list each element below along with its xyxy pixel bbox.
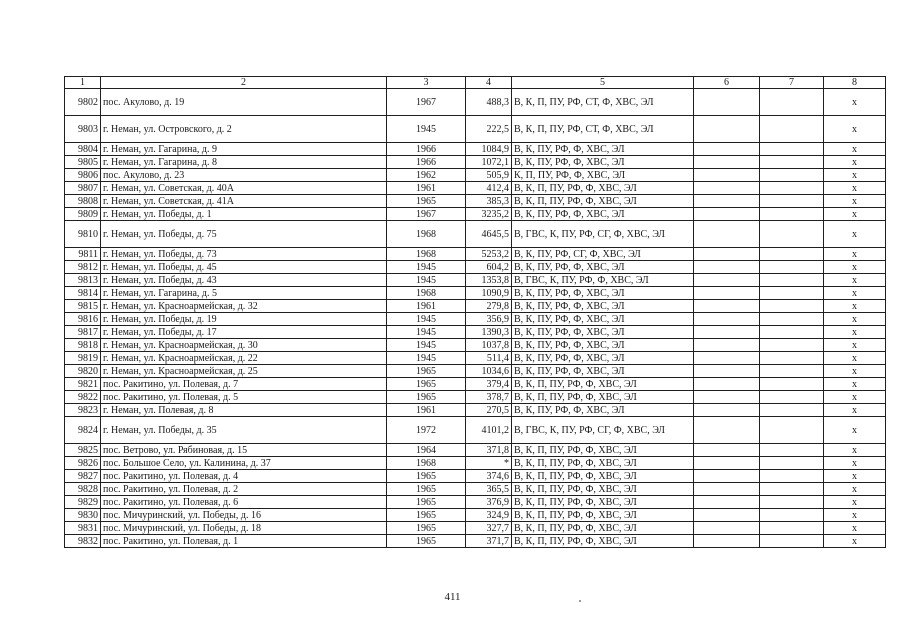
area-cell: 488,3 [466,89,512,116]
row-number: 9823 [65,404,101,417]
utilities-cell: В, К, П, ПУ, РФ, Ф, ХВС, ЭЛ [512,509,694,522]
column-7-cell [760,404,824,417]
utilities-cell: В, К, П, ПУ, РФ, СТ, Ф, ХВС, ЭЛ [512,89,694,116]
area-cell: 1034,6 [466,365,512,378]
address-cell: г. Неман, ул. Красноармейская, д. 32 [101,300,387,313]
address-cell: г. Неман, ул. Победы, д. 45 [101,261,387,274]
year-cell: 1968 [387,287,466,300]
mark-cell: х [824,182,886,195]
area-cell: 1084,9 [466,143,512,156]
column-7-cell [760,248,824,261]
table-row [65,274,886,287]
column-7-cell [760,535,824,548]
mark-cell: х [824,444,886,457]
column-header-8: 8 [824,77,886,89]
mark-cell: х [824,378,886,391]
address-cell: пос. Ракитино, ул. Полевая, д. 2 [101,483,387,496]
column-7-cell [760,300,824,313]
row-number: 9825 [65,444,101,457]
year-cell: 1967 [387,89,466,116]
address-cell: г. Неман, ул. Победы, д. 43 [101,274,387,287]
column-7-cell [760,169,824,182]
column-6-cell [694,444,760,457]
row-number: 9818 [65,339,101,352]
table-row [65,182,886,195]
column-header-2: 2 [101,77,387,89]
column-7-cell [760,89,824,116]
row-number: 9814 [65,287,101,300]
year-cell: 1964 [387,444,466,457]
row-number: 9817 [65,326,101,339]
utilities-cell: В, К, ПУ, РФ, Ф, ХВС, ЭЛ [512,365,694,378]
column-7-cell [760,143,824,156]
year-cell: 1965 [387,470,466,483]
column-header-5: 5 [512,77,694,89]
column-6-cell [694,261,760,274]
utilities-cell: В, К, ПУ, РФ, Ф, ХВС, ЭЛ [512,300,694,313]
column-6-cell [694,339,760,352]
column-header-1: 1 [65,77,101,89]
year-cell: 1945 [387,116,466,143]
row-number: 9811 [65,248,101,261]
column-header-4: 4 [466,77,512,89]
column-7-cell [760,221,824,248]
utilities-cell: В, К, ПУ, РФ, СГ, Ф, ХВС, ЭЛ [512,248,694,261]
row-number: 9820 [65,365,101,378]
registry-body [65,77,886,548]
column-6-cell [694,221,760,248]
column-7-cell [760,208,824,221]
row-number: 9824 [65,417,101,444]
row-number: 9832 [65,535,101,548]
table-row [65,221,886,248]
address-cell: пос. Акулово, д. 19 [101,89,387,116]
row-number: 9830 [65,509,101,522]
mark-cell: х [824,89,886,116]
column-6-cell [694,417,760,444]
mark-cell: х [824,195,886,208]
year-cell: 1945 [387,261,466,274]
address-cell: г. Неман, ул. Советская, д. 41А [101,195,387,208]
area-cell: 327,7 [466,522,512,535]
utilities-cell: В, К, П, ПУ, РФ, Ф, ХВС, ЭЛ [512,378,694,391]
row-number: 9822 [65,391,101,404]
row-number: 9807 [65,182,101,195]
table-row [65,444,886,457]
row-number: 9808 [65,195,101,208]
column-6-cell [694,470,760,483]
column-7-cell [760,417,824,444]
utilities-cell: В, К, П, ПУ, РФ, Ф, ХВС, ЭЛ [512,496,694,509]
table-row [65,352,886,365]
address-cell: г. Неман, ул. Красноармейская, д. 22 [101,352,387,365]
table-row [65,156,886,169]
column-7-cell [760,470,824,483]
column-6-cell [694,156,760,169]
utilities-cell: В, К, П, ПУ, РФ, Ф, ХВС, ЭЛ [512,444,694,457]
column-6-cell [694,483,760,496]
row-number: 9827 [65,470,101,483]
row-number: 9803 [65,116,101,143]
column-7-cell [760,274,824,287]
address-cell: пос. Мичуринский, ул. Победы, д. 18 [101,522,387,535]
column-7-cell [760,326,824,339]
column-6-cell [694,116,760,143]
address-cell: г. Неман, ул. Советская, д. 40А [101,182,387,195]
address-cell: г. Неман, ул. Победы, д. 73 [101,248,387,261]
column-number-row [65,77,886,89]
scan-speck [579,600,581,602]
row-number: 9806 [65,169,101,182]
mark-cell: х [824,261,886,274]
utilities-cell: В, К, П, ПУ, РФ, Ф, ХВС, ЭЛ [512,522,694,535]
year-cell: 1945 [387,326,466,339]
address-cell: пос. Ракитино, ул. Полевая, д. 6 [101,496,387,509]
utilities-cell: В, К, ПУ, РФ, Ф, ХВС, ЭЛ [512,404,694,417]
table-row [65,248,886,261]
mark-cell: х [824,470,886,483]
column-7-cell [760,378,824,391]
area-cell: 365,5 [466,483,512,496]
column-7-cell [760,261,824,274]
column-6-cell [694,352,760,365]
column-6-cell [694,378,760,391]
utilities-cell: В, К, ПУ, РФ, Ф, ХВС, ЭЛ [512,261,694,274]
mark-cell: х [824,313,886,326]
address-cell: пос. Ракитино, ул. Полевая, д. 7 [101,378,387,391]
mark-cell: х [824,352,886,365]
area-cell: 505,9 [466,169,512,182]
area-cell: 356,9 [466,313,512,326]
row-number: 9812 [65,261,101,274]
column-6-cell [694,248,760,261]
address-cell: г. Неман, ул. Полевая, д. 8 [101,404,387,417]
address-cell: пос. Ракитино, ул. Полевая, д. 5 [101,391,387,404]
mark-cell: х [824,522,886,535]
mark-cell: х [824,116,886,143]
year-cell: 1967 [387,208,466,221]
column-6-cell [694,522,760,535]
area-cell: 270,5 [466,404,512,417]
row-number: 9809 [65,208,101,221]
area-cell: 604,2 [466,261,512,274]
area-cell: 4645,5 [466,221,512,248]
table-row [65,470,886,483]
utilities-cell: В, К, ПУ, РФ, Ф, ХВС, ЭЛ [512,208,694,221]
year-cell: 1968 [387,457,466,470]
utilities-cell: В, К, П, ПУ, РФ, Ф, ХВС, ЭЛ [512,182,694,195]
year-cell: 1966 [387,156,466,169]
column-7-cell [760,483,824,496]
area-cell: 371,7 [466,535,512,548]
page-number: 411 [444,591,461,603]
row-number: 9805 [65,156,101,169]
year-cell: 1965 [387,522,466,535]
year-cell: 1966 [387,143,466,156]
column-7-cell [760,195,824,208]
address-cell: г. Неман, ул. Победы, д. 1 [101,208,387,221]
area-cell: 1090,9 [466,287,512,300]
mark-cell: х [824,143,886,156]
mark-cell: х [824,404,886,417]
table-row [65,522,886,535]
column-6-cell [694,208,760,221]
address-cell: г. Неман, ул. Гагарина, д. 9 [101,143,387,156]
utilities-cell: В, К, П, ПУ, РФ, Ф, ХВС, ЭЛ [512,535,694,548]
utilities-cell: В, К, ПУ, РФ, Ф, ХВС, ЭЛ [512,326,694,339]
year-cell: 1968 [387,248,466,261]
column-6-cell [694,509,760,522]
mark-cell: х [824,509,886,522]
column-7-cell [760,365,824,378]
column-6-cell [694,326,760,339]
table-row [65,300,886,313]
address-cell: г. Неман, ул. Островского, д. 2 [101,116,387,143]
mark-cell: х [824,535,886,548]
row-number: 9831 [65,522,101,535]
utilities-cell: В, К, П, ПУ, РФ, Ф, ХВС, ЭЛ [512,457,694,470]
mark-cell: х [824,391,886,404]
mark-cell: х [824,339,886,352]
column-7-cell [760,496,824,509]
address-cell: г. Неман, ул. Красноармейская, д. 30 [101,339,387,352]
row-number: 9829 [65,496,101,509]
year-cell: 1965 [387,365,466,378]
year-cell: 1961 [387,404,466,417]
column-7-cell [760,457,824,470]
area-cell: 5253,2 [466,248,512,261]
column-header-7: 7 [760,77,824,89]
area-cell: 374,6 [466,470,512,483]
area-cell: 385,3 [466,195,512,208]
table-row [65,404,886,417]
table-row [65,457,886,470]
mark-cell: х [824,496,886,509]
year-cell: 1965 [387,378,466,391]
row-number: 9819 [65,352,101,365]
column-6-cell [694,391,760,404]
utilities-cell: В, К, ПУ, РФ, Ф, ХВС, ЭЛ [512,287,694,300]
table-row [65,116,886,143]
address-cell: г. Неман, ул. Победы, д. 35 [101,417,387,444]
utilities-cell: В, К, П, ПУ, РФ, Ф, ХВС, ЭЛ [512,470,694,483]
utilities-cell: В, К, П, ПУ, РФ, Ф, ХВС, ЭЛ [512,195,694,208]
row-number: 9802 [65,89,101,116]
address-cell: пос. Ракитино, ул. Полевая, д. 4 [101,470,387,483]
year-cell: 1945 [387,339,466,352]
address-cell: пос. Ракитино, ул. Полевая, д. 1 [101,535,387,548]
utilities-cell: В, ГВС, К, ПУ, РФ, СГ, Ф, ХВС, ЭЛ [512,417,694,444]
mark-cell: х [824,169,886,182]
address-cell: г. Неман, ул. Победы, д. 17 [101,326,387,339]
table-row [65,365,886,378]
mark-cell: х [824,300,886,313]
area-cell: 371,8 [466,444,512,457]
year-cell: 1965 [387,391,466,404]
column-6-cell [694,365,760,378]
utilities-cell: В, К, ПУ, РФ, Ф, ХВС, ЭЛ [512,156,694,169]
year-cell: 1965 [387,509,466,522]
address-cell: г. Неман, ул. Победы, д. 19 [101,313,387,326]
address-cell: г. Неман, ул. Победы, д. 75 [101,221,387,248]
utilities-cell: В, К, П, ПУ, РФ, Ф, ХВС, ЭЛ [512,483,694,496]
column-6-cell [694,300,760,313]
row-number: 9815 [65,300,101,313]
housing-registry-table [64,76,886,548]
table-row [65,391,886,404]
year-cell: 1965 [387,483,466,496]
address-cell: пос. Мичуринский, ул. Победы, д. 16 [101,509,387,522]
mark-cell: х [824,287,886,300]
mark-cell: х [824,483,886,496]
table-row [65,496,886,509]
table-row [65,535,886,548]
area-cell: 376,9 [466,496,512,509]
utilities-cell: В, К, П, ПУ, РФ, СТ, Ф, ХВС, ЭЛ [512,116,694,143]
utilities-cell: В, ГВС, К, ПУ, РФ, СГ, Ф, ХВС, ЭЛ [512,221,694,248]
column-6-cell [694,89,760,116]
column-7-cell [760,156,824,169]
address-cell: г. Неман, ул. Гагарина, д. 5 [101,287,387,300]
column-7-cell [760,287,824,300]
utilities-cell: В, К, ПУ, РФ, Ф, ХВС, ЭЛ [512,352,694,365]
area-cell: 1390,3 [466,326,512,339]
utilities-cell: В, К, ПУ, РФ, Ф, ХВС, ЭЛ [512,313,694,326]
table-row [65,378,886,391]
row-number: 9821 [65,378,101,391]
column-6-cell [694,496,760,509]
mark-cell: х [824,457,886,470]
table-row [65,483,886,496]
area-cell: 1353,8 [466,274,512,287]
column-6-cell [694,313,760,326]
table-row [65,89,886,116]
area-cell: 3235,2 [466,208,512,221]
address-cell: пос. Большое Село, ул. Калинина, д. 37 [101,457,387,470]
column-6-cell [694,535,760,548]
row-number: 9816 [65,313,101,326]
column-7-cell [760,444,824,457]
year-cell: 1961 [387,300,466,313]
address-cell: пос. Акулово, д. 23 [101,169,387,182]
area-cell: * [466,457,512,470]
table-row [65,169,886,182]
column-7-cell [760,116,824,143]
year-cell: 1945 [387,313,466,326]
mark-cell: х [824,208,886,221]
column-6-cell [694,274,760,287]
utilities-cell: К, П, ПУ, РФ, Ф, ХВС, ЭЛ [512,169,694,182]
column-6-cell [694,287,760,300]
area-cell: 279,8 [466,300,512,313]
area-cell: 324,9 [466,509,512,522]
address-cell: г. Неман, ул. Красноармейская, д. 25 [101,365,387,378]
column-6-cell [694,195,760,208]
year-cell: 1965 [387,535,466,548]
area-cell: 379,4 [466,378,512,391]
mark-cell: х [824,274,886,287]
mark-cell: х [824,326,886,339]
mark-cell: х [824,156,886,169]
column-6-cell [694,182,760,195]
year-cell: 1972 [387,417,466,444]
utilities-cell: В, К, ПУ, РФ, Ф, ХВС, ЭЛ [512,143,694,156]
area-cell: 4101,2 [466,417,512,444]
area-cell: 378,7 [466,391,512,404]
utilities-cell: В, К, ПУ, РФ, Ф, ХВС, ЭЛ [512,339,694,352]
area-cell: 222,5 [466,116,512,143]
column-7-cell [760,391,824,404]
address-cell: г. Неман, ул. Гагарина, д. 8 [101,156,387,169]
year-cell: 1945 [387,352,466,365]
table-row [65,143,886,156]
column-6-cell [694,404,760,417]
row-number: 9826 [65,457,101,470]
column-7-cell [760,339,824,352]
table-row [65,339,886,352]
column-7-cell [760,352,824,365]
mark-cell: х [824,248,886,261]
row-number: 9828 [65,483,101,496]
address-cell: пос. Ветрово, ул. Рябиновая, д. 15 [101,444,387,457]
year-cell: 1965 [387,195,466,208]
column-6-cell [694,143,760,156]
table-row [65,287,886,300]
utilities-cell: В, ГВС, К, ПУ, РФ, Ф, ХВС, ЭЛ [512,274,694,287]
year-cell: 1968 [387,221,466,248]
column-7-cell [760,522,824,535]
table-row [65,261,886,274]
column-7-cell [760,509,824,522]
registry-sheet [64,76,857,548]
column-7-cell [760,182,824,195]
table-row [65,417,886,444]
mark-cell: х [824,221,886,248]
area-cell: 1072,1 [466,156,512,169]
table-row [65,326,886,339]
area-cell: 1037,8 [466,339,512,352]
column-6-cell [694,169,760,182]
year-cell: 1961 [387,182,466,195]
year-cell: 1965 [387,496,466,509]
table-row [65,195,886,208]
utilities-cell: В, К, П, ПУ, РФ, Ф, ХВС, ЭЛ [512,391,694,404]
column-7-cell [760,313,824,326]
table-row [65,313,886,326]
mark-cell: х [824,417,886,444]
year-cell: 1945 [387,274,466,287]
mark-cell: х [824,365,886,378]
area-cell: 412,4 [466,182,512,195]
row-number: 9804 [65,143,101,156]
column-header-6: 6 [694,77,760,89]
column-header-3: 3 [387,77,466,89]
year-cell: 1962 [387,169,466,182]
area-cell: 511,4 [466,352,512,365]
table-row [65,509,886,522]
row-number: 9813 [65,274,101,287]
table-row [65,208,886,221]
row-number: 9810 [65,221,101,248]
column-6-cell [694,457,760,470]
